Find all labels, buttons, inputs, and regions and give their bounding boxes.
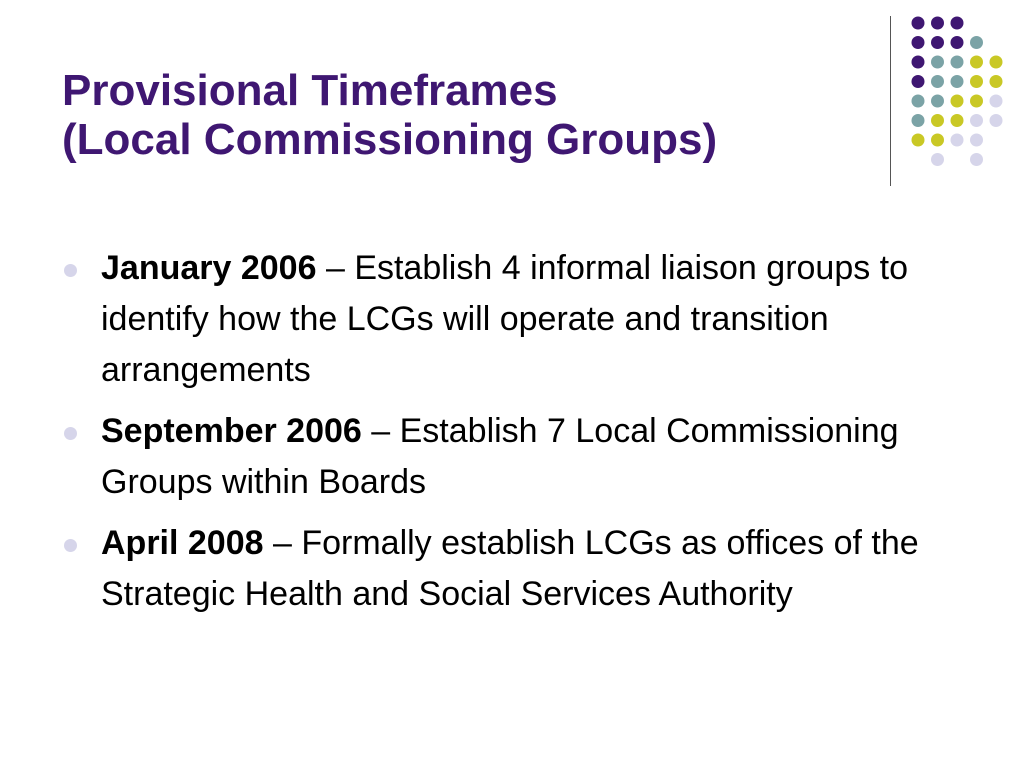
decorative-dot xyxy=(931,134,944,147)
decorative-dot xyxy=(931,56,944,69)
decorative-dot xyxy=(970,36,983,49)
decorative-dot xyxy=(931,153,944,166)
bullet-text: Establish 4 informal liaison groups to identify how the LCGs will operate and transition arrangements xyxy=(101,249,909,389)
decorative-dot xyxy=(951,95,964,108)
decorative-dot xyxy=(931,17,944,30)
bullet-icon xyxy=(64,539,77,552)
decorative-dot xyxy=(912,75,925,88)
decorative-dot xyxy=(970,56,983,69)
bullet-icon xyxy=(64,427,77,440)
decorative-dot xyxy=(912,114,925,127)
decorative-dot xyxy=(951,56,964,69)
decorative-dot xyxy=(951,114,964,127)
decorative-dot xyxy=(912,36,925,49)
bullet-item-april-2008 xyxy=(62,518,962,620)
bullet-date: April 2008 xyxy=(101,524,264,562)
decorative-dot xyxy=(931,36,944,49)
decorative-dot xyxy=(970,153,983,166)
decorative-dot xyxy=(951,134,964,147)
decorative-dot xyxy=(970,134,983,147)
slide-title-line-1: Provisional Timeframes xyxy=(62,66,558,115)
decorative-dot xyxy=(951,36,964,49)
bullet-icon xyxy=(64,264,77,277)
decorative-dot xyxy=(931,95,944,108)
decorative-dot xyxy=(951,75,964,88)
decorative-dot xyxy=(990,114,1003,127)
decorative-dot xyxy=(970,75,983,88)
decorative-dot xyxy=(912,134,925,147)
decorative-dot xyxy=(912,56,925,69)
decorative-dot xyxy=(912,17,925,30)
decorative-dot xyxy=(990,56,1003,69)
decorative-dot xyxy=(990,75,1003,88)
bullet-item-september-2006 xyxy=(62,406,962,508)
bullet-list xyxy=(62,243,962,630)
vertical-divider xyxy=(890,16,891,186)
bullet-separator: – xyxy=(263,524,302,562)
bullet-text: Establish 7 Local Commissioning Groups within Boards xyxy=(101,412,899,501)
slide-title-line-2: (Local Commissioning Groups) xyxy=(62,115,718,164)
decorative-dot xyxy=(970,114,983,127)
bullet-text: Formally establish LCGs as offices of the Strategic Health and Social Services Authority xyxy=(101,524,919,613)
bullet-date: January 2006 xyxy=(101,249,317,287)
decorative-dot xyxy=(990,95,1003,108)
decorative-dot xyxy=(951,17,964,30)
decorative-dot xyxy=(912,95,925,108)
decorative-dot xyxy=(970,95,983,108)
decorative-dot xyxy=(931,75,944,88)
bullet-separator: – xyxy=(316,249,355,287)
bullet-item-january-2006 xyxy=(62,243,962,396)
slide-title xyxy=(62,66,862,164)
bullet-separator: – xyxy=(361,412,400,450)
decorative-dot xyxy=(931,114,944,127)
bullet-date: September 2006 xyxy=(101,412,362,450)
